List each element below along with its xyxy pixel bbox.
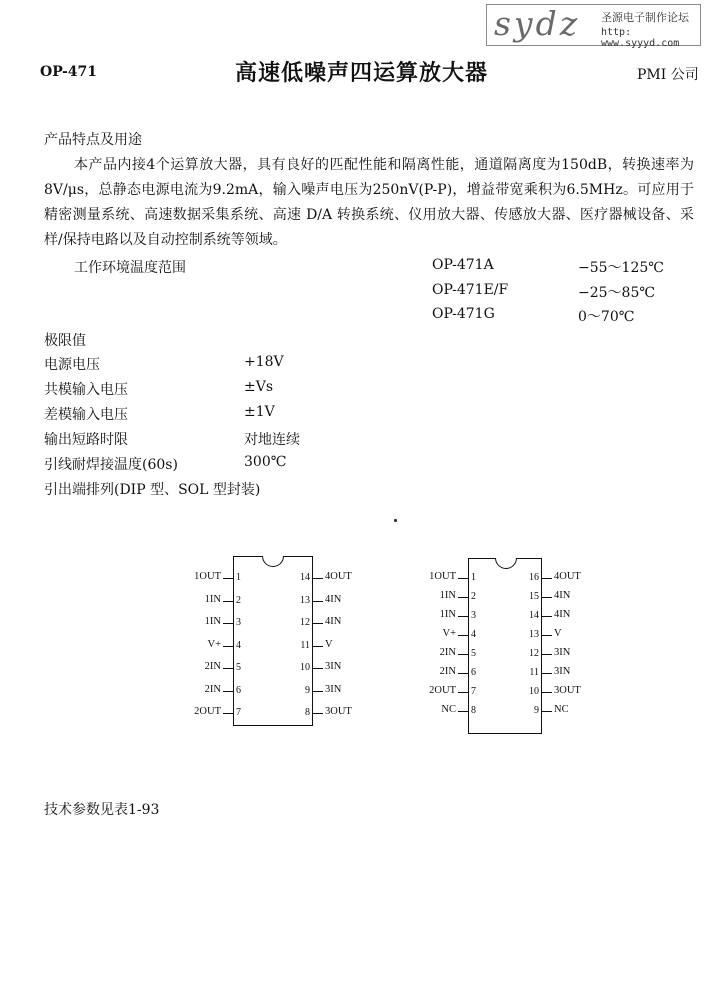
pin-number: 4 [471,629,476,640]
temp-model: OP-471A [432,257,494,273]
pin-name: 2IN [439,647,456,658]
pin-number: 1 [471,572,476,583]
pin-lead [223,713,233,714]
pin-name: 3OUT [554,685,581,696]
pin-number: 2 [236,594,241,606]
pin-lead [313,691,323,692]
temperature-label: 工作环境温度范围 [74,260,186,276]
temp-range: −55～125℃ [578,260,664,276]
pin-number: 3 [471,610,476,621]
pin-lead [542,673,552,674]
temp-range: −25～85℃ [578,285,656,301]
pin-number: 11 [529,667,539,678]
pin-name: 3IN [554,647,571,658]
limit-label: 共模输入电压 [44,382,128,398]
scan-speck [394,519,397,522]
pin-lead [542,692,552,693]
pin-number: 13 [300,594,310,606]
limit-label: 电源电压 [44,357,100,373]
footer-note: 技术参数见表1-93 [44,802,160,818]
pin-lead [458,616,468,617]
pin-name: 2OUT [429,685,456,696]
pin-number: 14 [300,572,310,583]
pin-lead [458,635,468,636]
pin-number: 11 [300,639,310,651]
pin-name: 4IN [554,590,571,601]
pin-name: 1IN [204,593,221,605]
pin-lead [458,711,468,712]
pin-name: V+ [207,638,221,650]
pin-lead [313,668,323,669]
pin-number: 8 [305,707,310,718]
pin-number: 3 [236,617,241,628]
limit-value: +18V [244,354,284,370]
pin-number: 6 [471,667,476,678]
temp-model: OP-471G [432,306,495,322]
limit-label: 输出短路时限 [44,432,128,448]
pin-name: 1IN [439,609,456,620]
pin-number: 13 [529,629,539,640]
company-name: PMI 公司 [637,67,699,83]
pin-lead [542,597,552,598]
pin-lead [223,646,233,647]
pin-number: 12 [300,617,310,628]
limit-value: ±1V [244,404,275,420]
pin-name: 2IN [204,683,221,695]
model-number: OP-471 [40,64,97,80]
pin-name: 3IN [554,666,571,677]
pinout-caption: 引出端排列(DIP 型、SOL 型封装) [44,482,261,498]
pin-lead [223,601,233,602]
pin-number: 6 [236,684,241,696]
pin-name: 3OUT [325,706,352,717]
pin-number: 16 [529,572,539,583]
package-notch [495,558,517,569]
pin-number: 14 [529,610,539,621]
pin-lead [458,597,468,598]
features-heading: 产品特点及用途 [44,132,142,148]
pin-lead [313,578,323,579]
features-paragraph: 本产品内接4个运算放大器，具有良好的匹配性能和隔离性能，通道隔离度为150dB，转换速率为8V/μs，总静态电源电流为9.2mA，输入噪声电压为250nV(P-P)，增益带宽乘积为6.5MHz。可应用于精密测量系统、高速数据采集系统、高速 D/A 转换系统、仪用放大器、传感放大器、医疗器械设备、采样/保持电路以及自动控制系统等领域。 [44,157,694,248]
pin-name: 4IN [554,609,571,620]
pin-lead [223,691,233,692]
pin-number: 15 [529,591,539,602]
pin-name: 3IN [325,683,342,695]
pin-name: 1OUT [194,571,221,582]
pin-name: 1IN [439,590,456,601]
pin-lead [313,646,323,647]
pin-lead [223,668,233,669]
pin-number: 8 [471,705,476,716]
pin-lead [458,673,468,674]
pin-name: 4OUT [554,571,581,582]
pin-number: 5 [236,662,241,673]
watermark-url: http: www.syyyd.com [601,27,680,49]
pin-name: 3IN [325,661,342,672]
limit-value: 对地连续 [244,432,300,448]
pin-lead [458,578,468,579]
limits-heading: 极限值 [44,333,86,349]
pin-lead [223,623,233,624]
pin-number: 9 [534,705,539,716]
pin-number: 4 [236,639,241,651]
pin-name: NC [441,704,456,715]
pin-lead [313,623,323,624]
pin-number: 10 [300,662,310,673]
pin-lead [542,654,552,655]
pin-name: 2IN [204,661,221,672]
limit-value: ±Vs [244,379,274,395]
pin-number: 1 [236,572,241,583]
pin-lead [223,578,233,579]
pin-name: 1IN [204,616,221,627]
pin-lead [458,692,468,693]
page-title: 高速低噪声四运算放大器 [235,60,489,86]
pin-lead [458,654,468,655]
pin-name: 2OUT [194,706,221,717]
pin-number: 5 [471,648,476,659]
pin-name: 2IN [439,666,456,677]
pin-lead [542,711,552,712]
watermark-logo: sydz [494,4,581,43]
package-notch [262,556,284,567]
pin-name: 4IN [325,616,342,627]
pin-number: 10 [529,686,539,697]
temp-range: 0～70℃ [578,309,635,325]
pin-number: 2 [471,591,476,602]
pin-name: 1OUT [429,571,456,582]
pin-name: NC [554,704,569,715]
watermark-site-name: 圣源电子制作论坛 [601,11,689,24]
pin-name: V [325,638,333,650]
pin-name: V [554,628,562,639]
pin-number: 9 [305,684,310,696]
pin-lead [542,578,552,579]
pin-number: 12 [529,648,539,659]
pin-name: V+ [442,628,456,639]
pin-lead [542,635,552,636]
pin-lead [542,616,552,617]
pin-name: 4IN [325,593,342,605]
pin-number: 7 [471,686,476,697]
pin-number: 7 [236,707,241,718]
pin-lead [313,713,323,714]
limit-value: 300℃ [244,454,287,470]
limit-label: 差模输入电压 [44,407,128,423]
limit-label: 引线耐焊接温度(60s) [44,457,178,473]
temp-model: OP-471E/F [432,282,509,298]
pin-name: 4OUT [325,571,352,582]
pin-lead [313,601,323,602]
